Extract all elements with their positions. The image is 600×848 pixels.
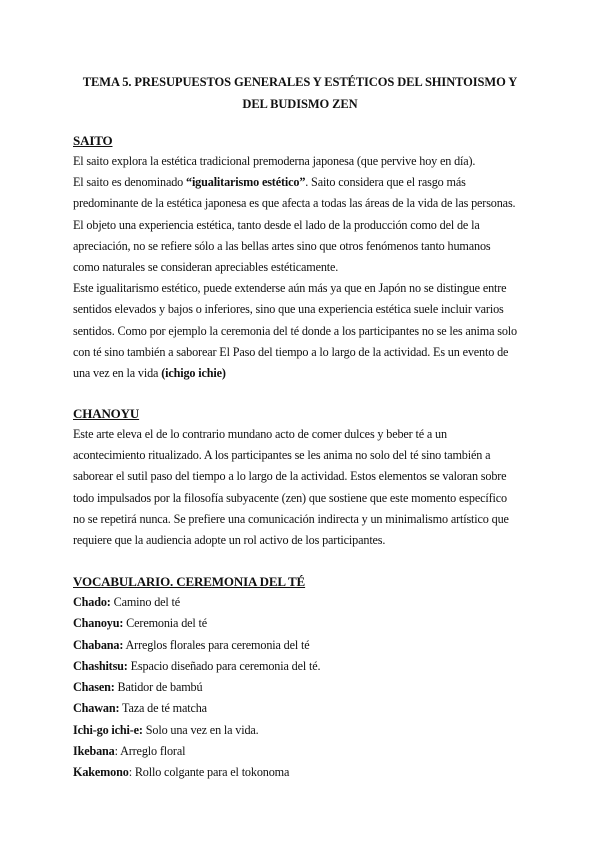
- bold-term-ichigo-ichie: (ichigo ichie): [161, 366, 226, 381]
- vocab-item-chabana: [73, 635, 533, 656]
- paragraph-line: [73, 172, 533, 193]
- paragraph-line: predominante de la estética japonesa es que afecta a todas las áreas de la vida de las personas.: [73, 196, 516, 211]
- title-line-1: TEMA 5. PRESUPUESTOS GENERALES Y ESTÉTICOS DEL SHINTOISMO Y: [82, 75, 518, 89]
- vocab-definition: Solo una vez en la vida.: [142, 722, 259, 737]
- text-run: una vez en la vida: [73, 366, 162, 381]
- vocab-item-chasen: [73, 677, 533, 698]
- vocab-term: Kakemono: [73, 765, 129, 780]
- vocab-definition: Camino del té: [110, 595, 181, 609]
- vocab-item-chawan: [73, 698, 533, 719]
- section-heading-chanoyu: CHANOYU: [73, 406, 140, 421]
- vocab-item-ikebana: [73, 741, 533, 762]
- vocab-definition: Arreglos florales para ceremonia del té: [123, 637, 310, 652]
- paragraph-line: con té sino también a saborear El Paso del tiempo a lo largo de la actividad. Es un evento de: [73, 344, 509, 359]
- vocab-term: Chanoyu:: [73, 616, 124, 631]
- vocab-definition: : Rollo colgante para el tokonoma: [128, 765, 290, 780]
- vocab-term: Chawan:: [73, 701, 120, 716]
- paragraph-line: sentidos. Como por ejemplo la ceremonia del té donde a los participantes no se les anima solo: [73, 323, 517, 338]
- paragraph-line: Este igualitarismo estético, puede extenderse aún más ya que en Japón no se distingue entre: [73, 281, 507, 296]
- text-run: El saito es denominado: [73, 175, 186, 190]
- paragraph-line: no se repetirá nunca. Se prefiere una comunicación indirecta y un minimalismo artístico que: [73, 511, 509, 526]
- paragraph-line: sentidos elevados y bajos o inferiores, sino que una experiencia estética suele incluir varios: [73, 302, 504, 317]
- vocab-definition: Ceremonia del té: [123, 616, 208, 631]
- vocab-item-chanoyu: [73, 613, 533, 634]
- section-heading-saito: SAITO: [73, 133, 113, 148]
- paragraph-line: acontecimiento ritualizado. A los participantes se les anima no solo del té sino también a: [73, 448, 491, 463]
- vocab-item-chashitsu: [73, 656, 533, 677]
- vocab-definition: Espacio diseñado para ceremonia del té.: [127, 658, 321, 673]
- vocab-item-kakemono: [73, 762, 533, 783]
- vocab-term: Chado:: [73, 595, 111, 609]
- paragraph-line: saborear el sutil paso del tiempo a lo largo de la actividad. Estos elementos se valoran sobre: [73, 469, 507, 484]
- paragraph-line: todo impulsados por la filosofía subyacente (zen) que sostiene que este momento específico: [73, 490, 507, 505]
- text-run: . Saito considera que el rasgo más: [305, 175, 466, 190]
- paragraph-line: [73, 363, 533, 384]
- vocab-definition: Batidor de bambú: [114, 680, 203, 695]
- vocab-term: Chabana:: [73, 637, 124, 652]
- vocab-item-chado: [73, 592, 533, 613]
- vocab-term: Chashitsu:: [73, 658, 128, 673]
- bold-term-igualitarismo: “igualitarismo estético”: [186, 175, 306, 190]
- title-line-2: DEL BUDISMO ZEN: [242, 97, 358, 111]
- section-heading-vocabulario: VOCABULARIO. CEREMONIA DEL TÉ: [73, 574, 306, 589]
- vocab-term: Ikebana: [73, 744, 115, 759]
- paragraph-line: El objeto una experiencia estética, tanto desde el lado de la producción como del de la: [73, 217, 480, 232]
- paragraph-line: El saito explora la estética tradicional premoderna japonesa (que pervive hoy en día).: [73, 154, 476, 168]
- page-title: [60, 71, 540, 115]
- paragraph-line: apreciación, no se refiere sólo a las bellas artes sino que otros fenómenos tanto humanos: [73, 238, 491, 253]
- paragraph-line: requiere que la audiencia adopte un rol activo de los participantes.: [73, 533, 386, 548]
- paragraph-line: Este arte eleva el de lo contrario mundano acto de comer dulces y beber té a un: [73, 427, 447, 441]
- vocab-item-ichigo-ichie: [73, 720, 533, 741]
- section-saito: [73, 130, 533, 384]
- paragraph-line: como naturales se consideran apreciables estéticamente.: [73, 260, 339, 275]
- vocab-definition: Taza de té matcha: [119, 701, 207, 716]
- vocab-term: Chasen:: [73, 680, 115, 695]
- vocab-term: Ichi-go ichi-e:: [73, 722, 143, 737]
- section-chanoyu: [73, 403, 533, 551]
- vocab-definition: : Arreglo floral: [114, 744, 186, 759]
- section-vocabulario: [73, 571, 533, 784]
